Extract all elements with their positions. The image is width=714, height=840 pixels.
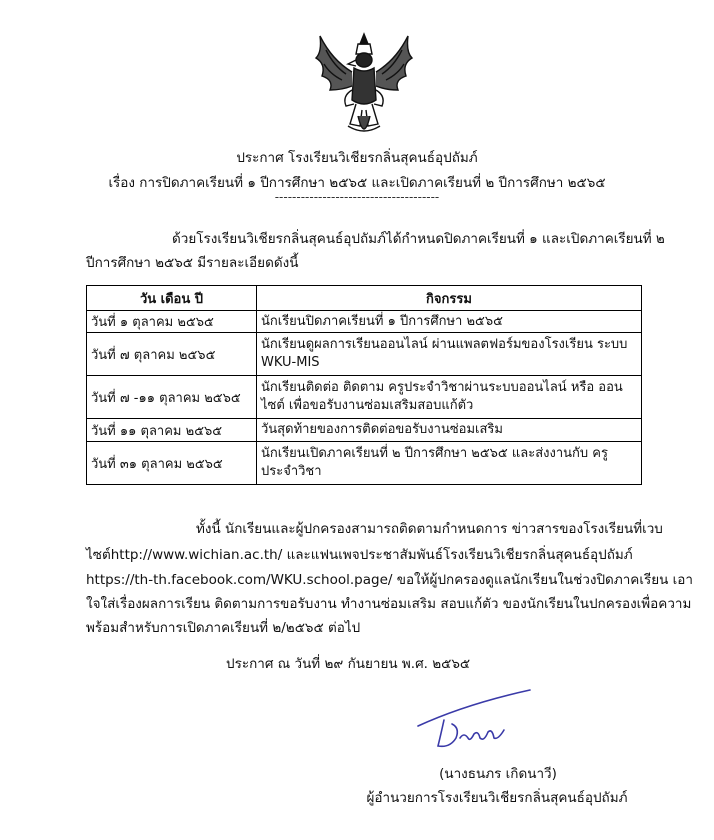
row-date: วันที่ ๗ -๑๑ ตุลาคม ๒๕๖๕ (87, 376, 257, 419)
row-activity: วันสุดท้ายของการติดต่อขอรับงานซ่อมเสริม (257, 419, 642, 442)
body-line-1: ทั้งนี้ นักเรียนและผู้ปกครองสามารถติดตามกำหนดการ ข่าวสารของโรงเรียนที่เวบ (196, 521, 663, 537)
row-date: วันที่ ๗ ตุลาคม ๒๕๖๕ (87, 333, 257, 376)
row-activity: นักเรียนติดต่อ ติดตาม ครูประจำวิชาผ่านระบบออนไลน์ หรือ ออนไซต์ เพื่อขอรับงานซ่อมเสริมสอบแก้ตัว (257, 376, 642, 419)
header-divider: -------------------------------------- (274, 190, 440, 204)
table-row (87, 376, 642, 419)
table-row (87, 442, 642, 485)
body-line-3: https://th-th.facebook.com/WKU.school.page/ ขอให้ผู้ปกครองดูแลนักเรียนในช่วงปิดภาคเรียน เอา (86, 572, 693, 588)
announcement-date: ประกาศ ณ วันที่ ๒๙ กันยายน พ.ศ. ๒๕๖๕ (226, 656, 471, 672)
garuda-emblem-icon (312, 30, 416, 144)
row-date: วันที่ ๓๑ ตุลาคม ๒๕๖๕ (87, 442, 257, 485)
signatory-name: (นางธนภร เกิดนาวี) (439, 766, 557, 782)
intro-line-1: ด้วยโรงเรียนวิเชียรกลิ่นสุคนธ์อุปถัมภ์ได้กำหนดปิดภาคเรียนที่ ๑ และเปิดภาคเรียนที่ ๒ (172, 231, 665, 247)
column-header-activity: กิจกรรม (257, 286, 642, 311)
table-row (87, 311, 642, 333)
body-line-4: ใจใส่เรื่องผลการเรียน ติดตามการขอรับงาน ทำงานซ่อมเสริม สอบแก้ตัว ของนักเรียนในปกครองเพื่อความ (86, 596, 692, 612)
schedule-table (86, 285, 642, 485)
handwritten-signature-icon (416, 686, 536, 754)
announcement-title: ประกาศ โรงเรียนวิเชียรกลิ่นสุคนธ์อุปถัมภ์ (236, 150, 478, 166)
row-activity: นักเรียนปิดภาคเรียนที่ ๑ ปีการศึกษา ๒๕๖๕ (257, 311, 642, 333)
table-row (87, 419, 642, 442)
table-row (87, 333, 642, 376)
column-header-date: วัน เดือน ปี (87, 286, 257, 311)
announcement-subject: เรื่อง การปิดภาคเรียนที่ ๑ ปีการศึกษา ๒๕๖๕ และเปิดภาคเรียนที่ ๒ ปีการศึกษา ๒๕๖๕ (108, 175, 606, 191)
intro-line-2: ปีการศึกษา ๒๕๖๕ มีรายละเอียดดังนี้ (86, 255, 299, 271)
signatory-title: ผู้อำนวยการโรงเรียนวิเชียรกลิ่นสุคนธ์อุปถัมภ์ (366, 790, 628, 806)
table-header-row (87, 286, 642, 311)
row-activity: นักเรียนเปิดภาคเรียนที่ ๒ ปีการศึกษา ๒๕๖๕ และส่งงานกับ ครูประจำวิชา (257, 442, 642, 485)
row-date: วันที่ ๑๑ ตุลาคม ๒๕๖๕ (87, 419, 257, 442)
body-line-2: ไซต์http://www.wichian.ac.th/ และแฟนเพจประชาสัมพันธ์โรงเรียนวิเชียรกลิ่นสุคนธ์อุปถัมภ์ (86, 547, 633, 563)
row-activity: นักเรียนดูผลการเรียนออนไลน์ ผ่านแพลตฟอร์มของโรงเรียน ระบบ WKU-MIS (257, 333, 642, 376)
body-line-5: พร้อมสำหรับการเปิดภาคเรียนที่ ๒/๒๕๖๕ ต่อไป (86, 620, 361, 636)
row-date: วันที่ ๑ ตุลาคม ๒๕๖๕ (87, 311, 257, 333)
